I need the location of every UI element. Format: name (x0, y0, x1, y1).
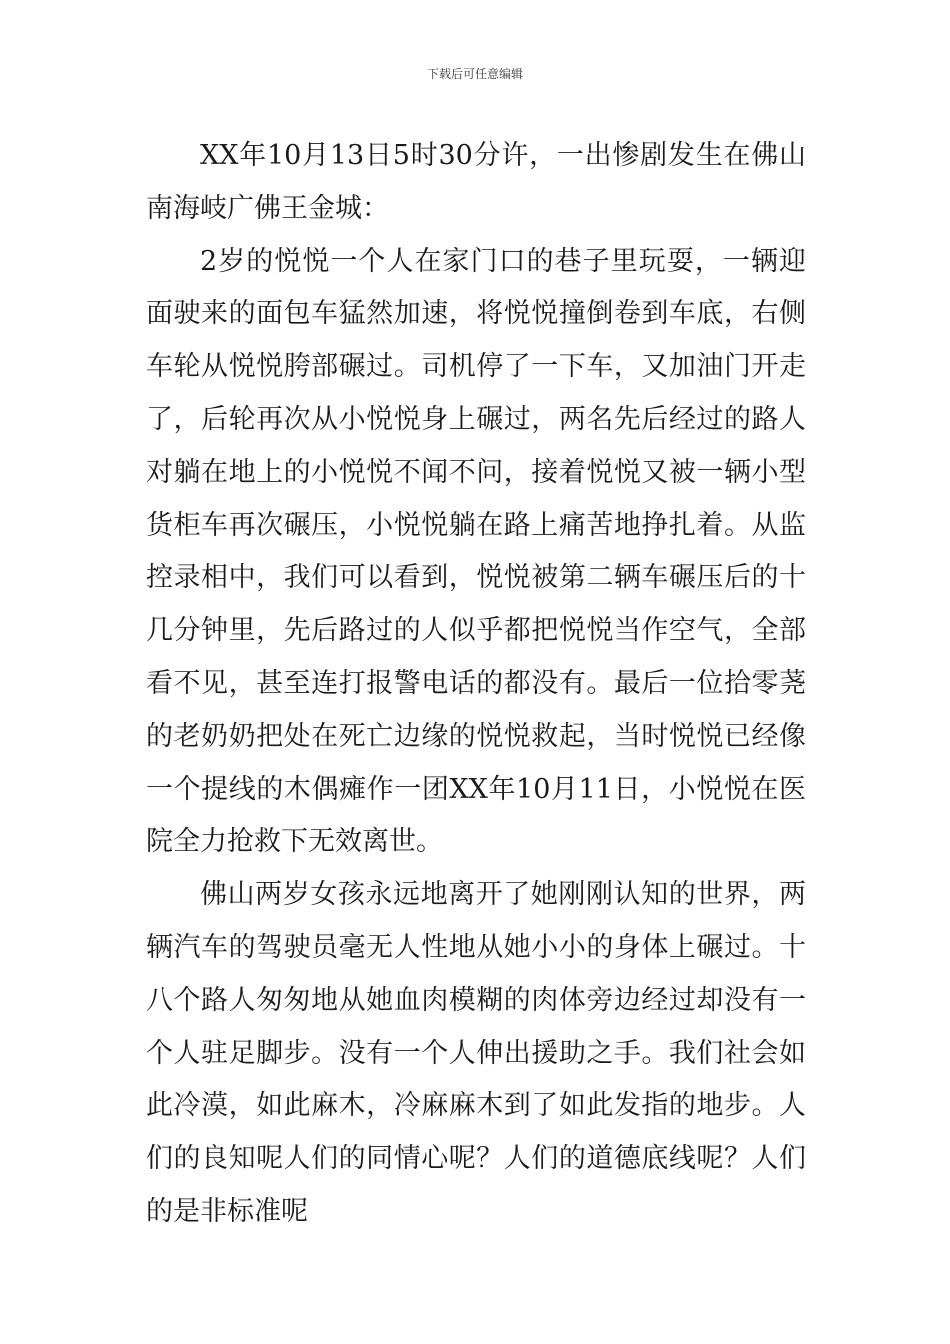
paragraph-2: 2岁的悦悦一个人在家门口的巷子里玩耍，一辆迎面驶来的面包车猛然加速，将悦悦撞倒卷到车底，右侧车轮从悦悦胯部碾过。司机停了一下车，又加油门开走了，后轮再次从小悦悦身上碾过，两名先后经过的路人对躺在地上的小悦悦不闻不问，接着悦悦又被一辆小型货柜车再次碾压，小悦悦躺在路上痛苦地挣扎着。从监控录相中，我们可以看到，悦悦被第二辆车碾压后的十几分钟里，先后路过的人似乎都把悦悦当作空气，全部看不见，甚至连打报警电话的都没有。最后一位拾零荛的老奶奶把处在死亡边缘的悦悦救起，当时悦悦已经像一个提线的木偶瘫作一团XX年10月11日，小悦悦在医院全力抢救下无效离世。 (146, 245, 806, 858)
document-body (146, 130, 806, 1239)
paragraph-1: XX年10月13日5时30分许，一出惨剧发生在佛山南海岐广佛王金城： (146, 140, 806, 224)
paragraph-3: 佛山两岁女孩永远地离开了她刚刚认知的世界，两辆汽车的驾驶员毫无人性地从她小小的身体上碾过。十八个路人匆匆地从她血肉模糊的肉体旁边经过却没有一个人驻足脚步。没有一个人伸出援助之手。我们社会如此冷漠，如此麻木，冷麻麻木到了如此发指的地步。人们的良知呢人们的同情心呢？人们的道德底线呢？人们的是非标准呢 (146, 879, 806, 1227)
page-header: 下载后可任意编辑 (426, 67, 523, 81)
